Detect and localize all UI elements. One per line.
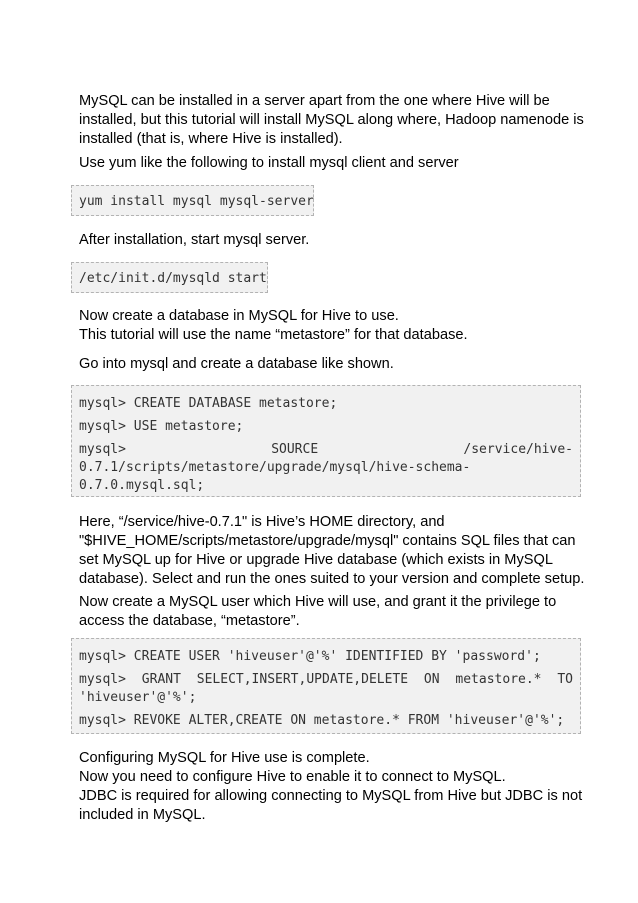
code-line: mysql> CREATE USER 'hiveuser'@'%' IDENTIFIED BY 'password';	[79, 649, 541, 664]
code-token: SELECT,INSERT,UPDATE,DELETE	[196, 672, 409, 687]
code-token: SOURCE	[271, 442, 319, 457]
code-line: 0.7.1/scripts/metastore/upgrade/mysql/hive-schema-	[79, 460, 471, 475]
create-user-paragraph	[79, 593, 579, 631]
code-line-justified	[79, 441, 573, 459]
code-line: mysql> USE metastore;	[79, 419, 244, 434]
text-line: Here, “/service/hive-0.7.1" is Hive’s HOME directory, and	[79, 514, 445, 530]
text-line: Go into mysql and create a database like shown.	[79, 356, 394, 372]
user-code-block	[71, 638, 581, 734]
text-line: access the database, “metastore”.	[79, 613, 300, 629]
go-into-mysql-paragraph	[79, 355, 579, 374]
text-line: JDBC is required for allowing connecting to MySQL from Hive but JDBC is not	[79, 788, 583, 804]
code-token: mysql>	[79, 672, 126, 687]
code-token: ON	[423, 672, 440, 687]
code-token: metastore.*	[455, 672, 542, 687]
database-code-block	[71, 385, 581, 497]
text-line: installed (that is, where Hive is installed).	[79, 131, 343, 147]
text-line: included in MySQL.	[79, 807, 206, 823]
intro-paragraph	[79, 92, 584, 149]
code-line-justified	[79, 671, 573, 689]
text-line: Configuring MySQL for Hive use is complete.	[79, 750, 370, 766]
yum-code-block	[71, 185, 314, 216]
code-line: 0.7.0.mysql.sql;	[79, 478, 205, 493]
code-line: yum install mysql mysql-server	[79, 194, 314, 209]
start-server-paragraph	[79, 231, 579, 250]
code-line: mysql> REVOKE ALTER,CREATE ON metastore.* FROM 'hiveuser'@'%';	[79, 713, 565, 728]
code-token: mysql>	[79, 442, 126, 457]
text-line: Now create a MySQL user which Hive will use, and grant it the privilege to	[79, 594, 557, 610]
text-line: installed, but this tutorial will install MySQL along where, Hadoop namenode is	[79, 112, 584, 128]
text-line: "$HIVE_HOME/scripts/metastore/upgrade/mysql" contains SQL files that can	[79, 533, 576, 549]
code-line: /etc/init.d/mysqld start	[79, 271, 267, 286]
text-line: MySQL can be installed in a server apart from the one where Hive will be	[79, 93, 550, 109]
text-line: Now create a database in MySQL for Hive to use.	[79, 308, 399, 324]
text-line: database). Select and run the ones suited to your version and complete setup.	[79, 571, 585, 587]
configuration-complete-paragraph	[79, 749, 583, 825]
code-line: mysql> CREATE DATABASE metastore;	[79, 396, 338, 411]
code-line: 'hiveuser'@'%';	[79, 690, 197, 705]
text-line: After installation, start mysql server.	[79, 232, 310, 248]
code-token: GRANT	[141, 672, 181, 687]
create-database-paragraph	[79, 307, 579, 345]
code-token: /service/hive-	[463, 442, 573, 457]
text-line: This tutorial will use the name “metastore” for that database.	[79, 327, 468, 343]
text-line: Use yum like the following to install mysql client and server	[79, 155, 459, 171]
text-line: Now you need to configure Hive to enable it to connect to MySQL.	[79, 769, 506, 785]
yum-instruction-paragraph	[79, 154, 579, 173]
hive-home-paragraph	[79, 513, 585, 589]
code-token: TO	[557, 672, 573, 687]
text-line: set MySQL up for Hive or upgrade Hive database (which exists in MySQL	[79, 552, 553, 568]
initd-code-block	[71, 262, 268, 293]
